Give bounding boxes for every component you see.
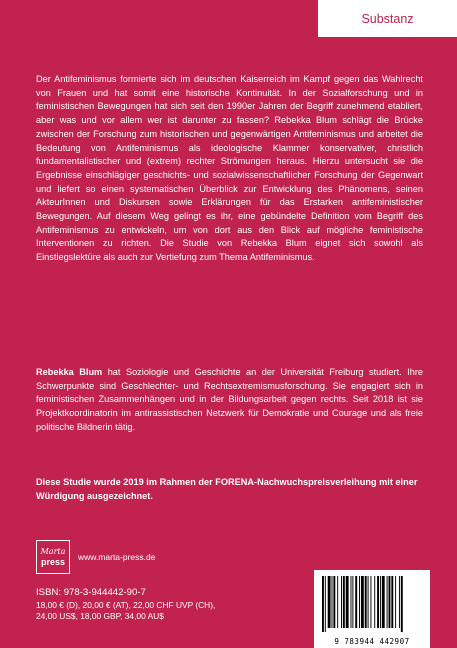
pricing-block	[36, 587, 215, 621]
price-line-2: 24,00 US$, 18,00 GBP, 34,00 AU$	[36, 610, 164, 621]
publisher-logo	[36, 540, 70, 574]
price-line-1: 18,00 € (D), 20,00 € (AT), 22,00 CHF UVP (CH),	[36, 600, 216, 610]
barcode	[314, 570, 430, 648]
series-tab	[318, 0, 457, 37]
publisher-block	[36, 540, 155, 574]
series-tab-label: Substanz	[361, 11, 414, 26]
author-name: Rebekka Blum	[36, 367, 103, 377]
barcode-bars	[320, 576, 424, 632]
publisher-logo-line1: Marta	[40, 547, 66, 556]
barcode-number: 9 783944 442907	[334, 637, 410, 646]
award-note: Diese Studie wurde 2019 im Rahmen der FORENA-Nachwuchspreisverleihung mit einer Würdigung ausgezeichnet.	[36, 477, 418, 501]
book-blurb: Der Antifeminismus formierte sich im deutschen Kaiserreich im Kampf gegen das Wahlrecht von Frauen und hat somit eine historische Kontinuität. In der Sozialforschung und in feministischen Bewegungen hat sich seit den 1990er Jahren der Begriff zunehmend etabliert, aber was und vor allem wer ist darunter zu fassen? Rebekka Blum schlägt die Brücke zwischen der Forschung zum historischen und gegenwärtigen Antifeminismus und arbeitet die Bedeutung von Antifeminismus als ideologische Klammer konservativer, christlich fundamentalistischer und (extrem) rechter Strömungen heraus. Hierzu untersucht sie die Ergebnisse einschlägiger geschichts- und sozialwissenschaftlicher Forschung der Gegenwart und liefert so einen systematischen Überblick zur Entwicklung des Phänomens, seinen AkteurInnen und Diskursen sowie Erklärungen für das Erstarken antifeministischer Bewegungen. Auf diesem Weg gelingt es ihr, eine gebündelte Definition vom Begriff des Antifeminismus zu entwickeln, um von dort aus den Blick auf mögliche feministische Interventionen zu richten. Die Studie von Rebekka Blum eignet sich sowohl als Einstiegslektüre als auch zur Vertiefung zum Thema Antifeminismus.	[36, 74, 423, 263]
publisher-url[interactable]: www.marta-press.de	[78, 552, 156, 562]
author-bio	[36, 366, 423, 435]
publisher-logo-line2: press	[40, 557, 66, 567]
author-bio-text: hat Soziologie und Geschichte an der Universität Freiburg studiert. Ihre Schwerpunkte sind Geschlechter- und Rechtsextremismusforschung. Sie engagiert sich in feministischen Zusammenhängen und in der Bildungsarbeit gegen rechts. Seit 2018 ist sie Projektkoordinatorin im antirassistischen Netzwerk für Demokratie und Courage und als freie politische Bildnerin tätig.	[36, 367, 423, 432]
isbn: ISBN: 978-3-944442-90-7	[36, 587, 146, 598]
